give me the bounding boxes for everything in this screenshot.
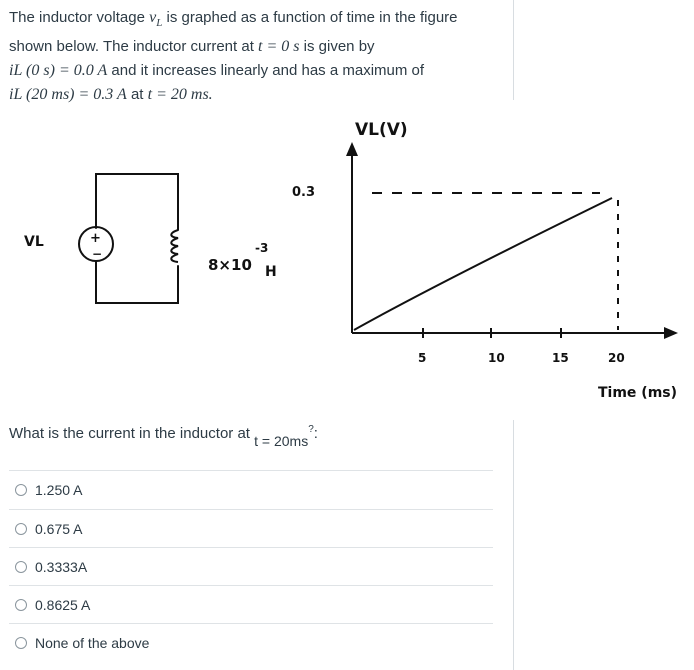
answer-option[interactable] bbox=[9, 470, 493, 509]
plot-xlabel: Time (ms) bbox=[598, 385, 678, 401]
radio-button-icon[interactable] bbox=[15, 484, 27, 496]
plot-ytick: 0.3 bbox=[292, 185, 316, 200]
x-axis-arrow-icon bbox=[664, 327, 678, 339]
radio-button-icon[interactable] bbox=[15, 599, 27, 611]
right-divider-bottom bbox=[513, 420, 514, 670]
circuit-wires bbox=[96, 174, 178, 303]
xtick-15: 15 bbox=[552, 351, 569, 365]
radio-button-icon[interactable] bbox=[15, 523, 27, 535]
answer-label: 0.3333A bbox=[35, 558, 88, 575]
answer-label: 1.250 A bbox=[35, 482, 83, 498]
xtick-20: 20 bbox=[608, 351, 625, 365]
xtick-5: 5 bbox=[418, 351, 427, 365]
answer-option[interactable] bbox=[9, 585, 493, 623]
answer-option[interactable] bbox=[9, 509, 493, 547]
figure-drawing bbox=[0, 108, 694, 408]
voltage-plot bbox=[292, 120, 678, 401]
question-line-3: iL (0 s) = 0.0 A and it increases linearly and has a maximum of bbox=[9, 62, 425, 79]
inductor-value: 8×10 bbox=[208, 256, 252, 274]
answer-option[interactable] bbox=[9, 547, 493, 585]
question-prompt: What is the current in the inductor at t = 20ms?: bbox=[9, 424, 318, 449]
radio-button-icon[interactable] bbox=[15, 561, 27, 573]
source-minus: − bbox=[92, 247, 103, 261]
circuit-and-graph-figure bbox=[0, 108, 694, 408]
question-text bbox=[9, 6, 504, 107]
question-line-4: iL (20 ms) = 0.3 A at t = 20 ms. bbox=[9, 86, 213, 103]
question-line-2: shown below. The inductor current at t = 0 s is given by bbox=[9, 38, 375, 55]
question-line-1: The inductor voltage $v_L$ is graphed as a function of time in the figure bbox=[9, 9, 458, 29]
xtick-10: 10 bbox=[488, 351, 505, 365]
inductor-coil-icon bbox=[171, 230, 178, 262]
current-ramp-line bbox=[354, 198, 612, 330]
plot-ylabel: VL(V) bbox=[355, 120, 408, 140]
answer-label: 0.8625 A bbox=[35, 596, 91, 613]
source-label: VL bbox=[24, 234, 44, 250]
radio-button-icon[interactable] bbox=[15, 637, 27, 649]
y-axis-arrow-icon bbox=[346, 142, 358, 156]
inductor-unit: H bbox=[265, 264, 277, 280]
answer-label: None of the above bbox=[35, 634, 150, 651]
answer-label: 0.675 A bbox=[35, 520, 83, 537]
answer-option[interactable] bbox=[9, 623, 493, 661]
answer-options bbox=[9, 470, 493, 661]
inductor-exponent: -3 bbox=[255, 241, 269, 255]
right-divider-top bbox=[513, 0, 514, 100]
source-plus: + bbox=[90, 231, 101, 246]
